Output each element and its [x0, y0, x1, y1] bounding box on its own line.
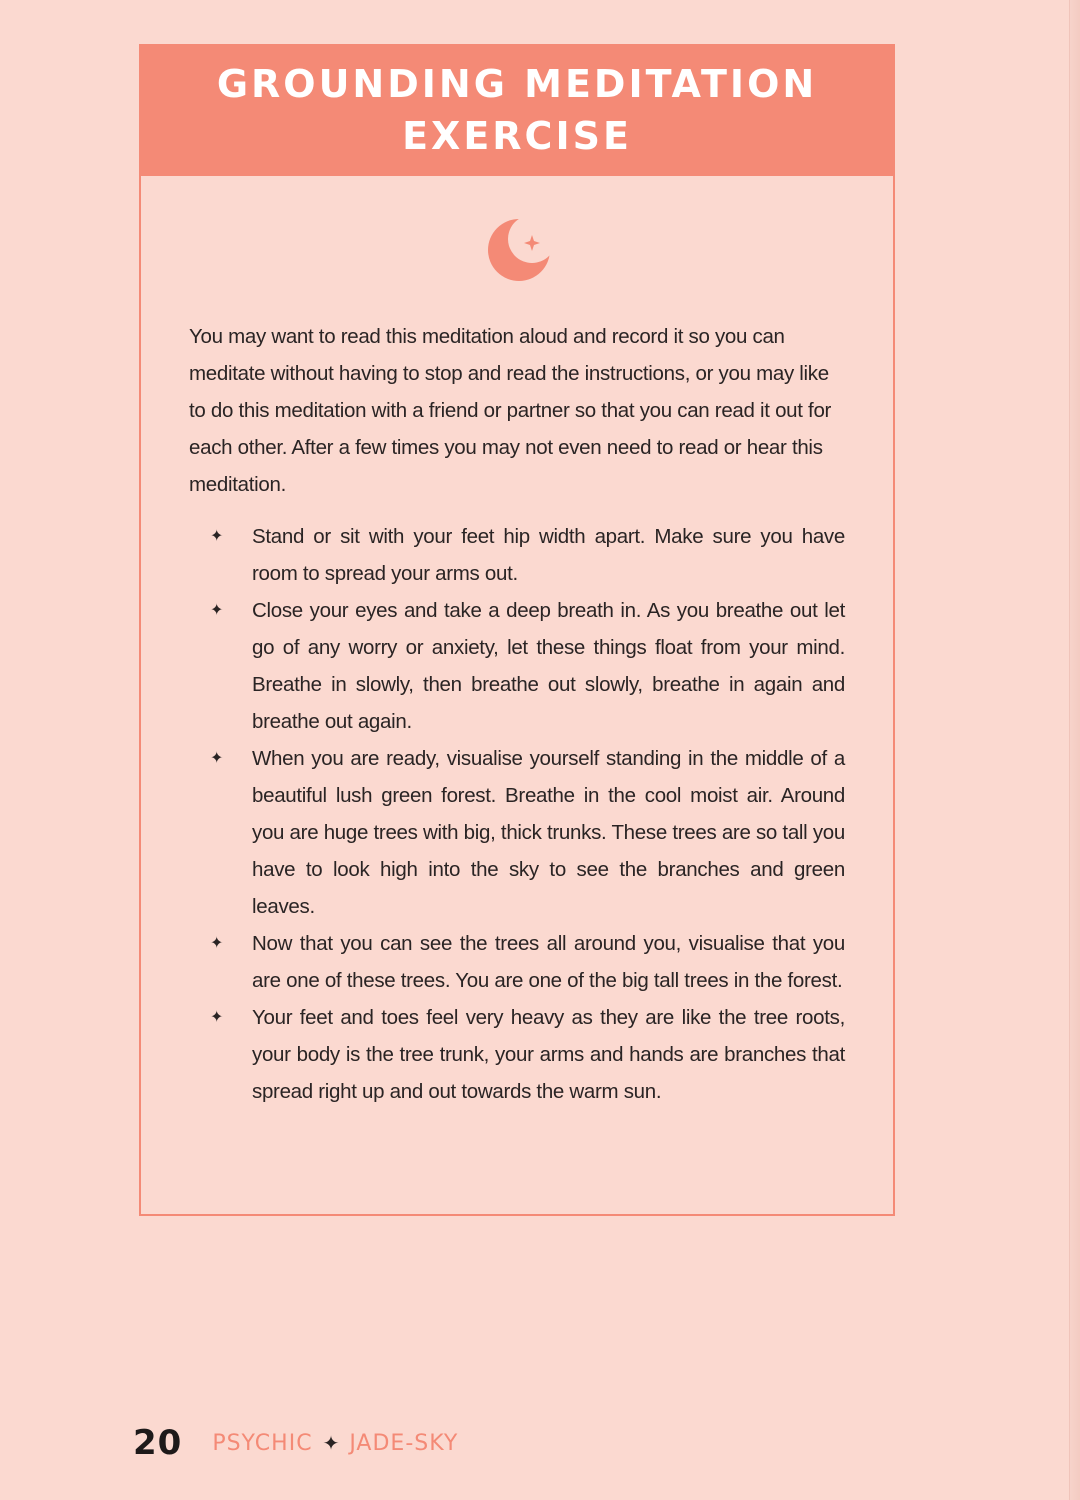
page-edge [1069, 0, 1080, 1500]
sparkle-bullet-icon: ✦ [210, 528, 224, 545]
sparkle-bullet-icon: ✦ [210, 1009, 224, 1026]
author-name: JADE-SKY [349, 1430, 459, 1456]
step-text: Your feet and toes feel very heavy as they are like the tree roots, your body is the tree trunk, your arms and hands are branches that spread right up and out towards the warm sun. [252, 1006, 845, 1103]
step-text: When you are ready, visualise yourself standing in the middle of a beautiful lush green forest. Breathe in the cool moist air. Around you are huge trees with big, thick trunks. These trees are so tall you have to look high into the sky to see the branches and green leaves. [252, 747, 845, 918]
card-title-line-2: EXERCISE [402, 114, 632, 158]
steps-list [189, 518, 845, 1110]
page-footer [133, 1418, 458, 1468]
step-text: Close your eyes and take a deep breath in. As you breathe out let go of any worry or anxiety, let these things float from your mind. Breathe in slowly, then breathe out slowly, breathe in again and breathe out again. [252, 599, 845, 733]
step-item [189, 925, 845, 999]
card-title-line-1: GROUNDING MEDITATION [216, 62, 818, 106]
book-title: PSYCHIC [212, 1430, 313, 1456]
sparkle-separator-icon: ✦ [322, 1432, 340, 1455]
intro-paragraph: You may want to read this meditation aloud and record it so you can meditate without having to stop and read the instructions, or you may like to do this meditation with a friend or partner so that you can read it out for each other. After a few times you may not even need to read or hear this meditation. [189, 325, 832, 496]
step-text: Now that you can see the trees all around you, visualise that you are one of these trees. You are one of the big tall trees in the forest. [252, 932, 845, 992]
crescent-moon-icon [487, 216, 553, 282]
step-item [189, 999, 845, 1110]
step-item [189, 518, 845, 592]
page-number: 20 [133, 1423, 183, 1463]
step-item [189, 592, 845, 740]
sparkle-bullet-icon: ✦ [210, 935, 224, 952]
step-item [189, 740, 845, 925]
step-text: Stand or sit with your feet hip width apart. Make sure you have room to spread your arms out. [252, 525, 845, 585]
sparkle-bullet-icon: ✦ [210, 750, 224, 767]
card-header [139, 44, 895, 176]
sparkle-bullet-icon: ✦ [210, 602, 224, 619]
exercise-card [139, 44, 895, 1216]
